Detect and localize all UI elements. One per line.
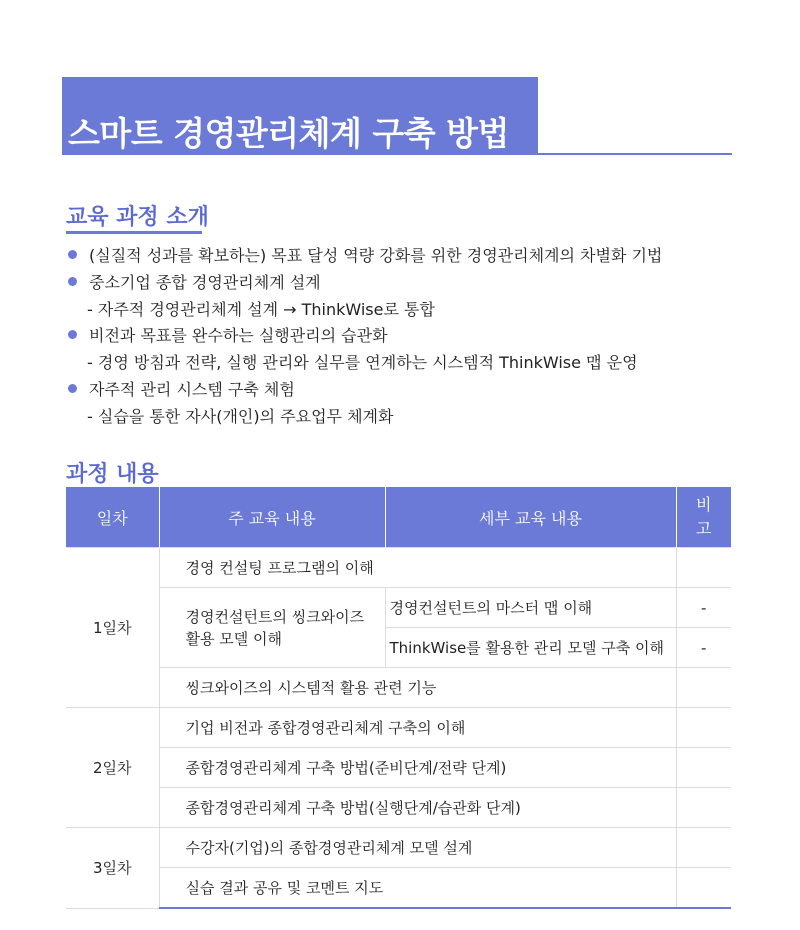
- main-content-cell: 실습 결과 공유 및 코멘트 지도: [159, 868, 676, 909]
- intro-subitem: - 경영 방침과 전략, 실행 관리와 실무를 연계하는 시스템적 ThinkWise 맵 운영: [87, 353, 638, 373]
- detail-cell: 경영컨설턴트의 마스터 맵 이해: [385, 588, 676, 628]
- intro-list: [68, 243, 662, 431]
- header-day: 일차: [66, 487, 159, 548]
- page-title: 스마트 경영관리체계 구축 방법: [68, 114, 509, 153]
- course-heading: 과정 내용: [66, 462, 159, 487]
- main-content-cell: 종합경영관리체계 구축 방법(실행단계/습관화 단계): [159, 788, 676, 828]
- day-cell: 3일차: [66, 828, 159, 909]
- note-cell: [676, 788, 731, 828]
- table-row: [66, 588, 731, 628]
- intro-item: 비전과 목표를 완수하는 실행관리의 습관화: [68, 323, 662, 350]
- table-row: [66, 828, 731, 868]
- note-cell: [676, 708, 731, 748]
- table-row: [66, 548, 731, 588]
- main-content-cell: 경영 컨설팅 프로그램의 이해: [159, 548, 676, 588]
- note-cell: [676, 548, 731, 588]
- header-detail: 세부 교육 내용: [385, 487, 676, 548]
- main-content-cell: 기업 비전과 종합경영관리체계 구축의 이해: [159, 708, 676, 748]
- table-header-row: [66, 487, 731, 548]
- intro-item: 중소기업 종합 경영관리체계 설계: [68, 270, 662, 297]
- table-row: [66, 788, 731, 828]
- main-content-cell: 씽크와이즈의 시스템적 활용 관련 기능: [159, 668, 676, 708]
- table-row: [66, 708, 731, 748]
- bullet-icon: [68, 277, 77, 286]
- note-cell: -: [676, 588, 731, 628]
- note-cell: [676, 868, 731, 909]
- header-main: 주 교육 내용: [159, 487, 385, 548]
- intro-item: 자주적 관리 시스템 구축 체험: [68, 377, 662, 404]
- table-row: [66, 748, 731, 788]
- main-content-cell: 경영컨설턴트의 씽크와이즈 활용 모델 이해: [159, 588, 385, 668]
- title-rule: [62, 153, 732, 155]
- intro-heading-underline: [66, 231, 202, 234]
- header-note: 비고: [676, 487, 731, 548]
- note-cell: [676, 668, 731, 708]
- note-cell: -: [676, 628, 731, 668]
- bullet-icon: [68, 250, 77, 259]
- main-content-cell: 종합경영관리체계 구축 방법(준비단계/전략 단계): [159, 748, 676, 788]
- note-cell: [676, 828, 731, 868]
- bullet-icon: [68, 330, 77, 339]
- table-row: [66, 668, 731, 708]
- intro-heading: 교육 과정 소개: [66, 205, 209, 230]
- intro-subitem: - 실습을 통한 자사(개인)의 주요업무 체계화: [87, 406, 394, 426]
- course-table: [66, 487, 731, 909]
- day-cell: 2일차: [66, 708, 159, 828]
- table-row: [66, 868, 731, 909]
- day-cell: 1일차: [66, 548, 159, 708]
- bullet-icon: [68, 384, 77, 393]
- detail-cell: ThinkWise를 활용한 관리 모델 구축 이해: [385, 628, 676, 668]
- main-content-cell: 수강자(기업)의 종합경영관리체계 모델 설계: [159, 828, 676, 868]
- note-cell: [676, 748, 731, 788]
- intro-item: (실질적 성과를 확보하는) 목표 달성 역량 강화를 위한 경영관리체계의 차별화 기법: [68, 243, 662, 270]
- intro-subitem: - 자주적 경영관리체계 설계 → ThinkWise로 통합: [87, 299, 435, 319]
